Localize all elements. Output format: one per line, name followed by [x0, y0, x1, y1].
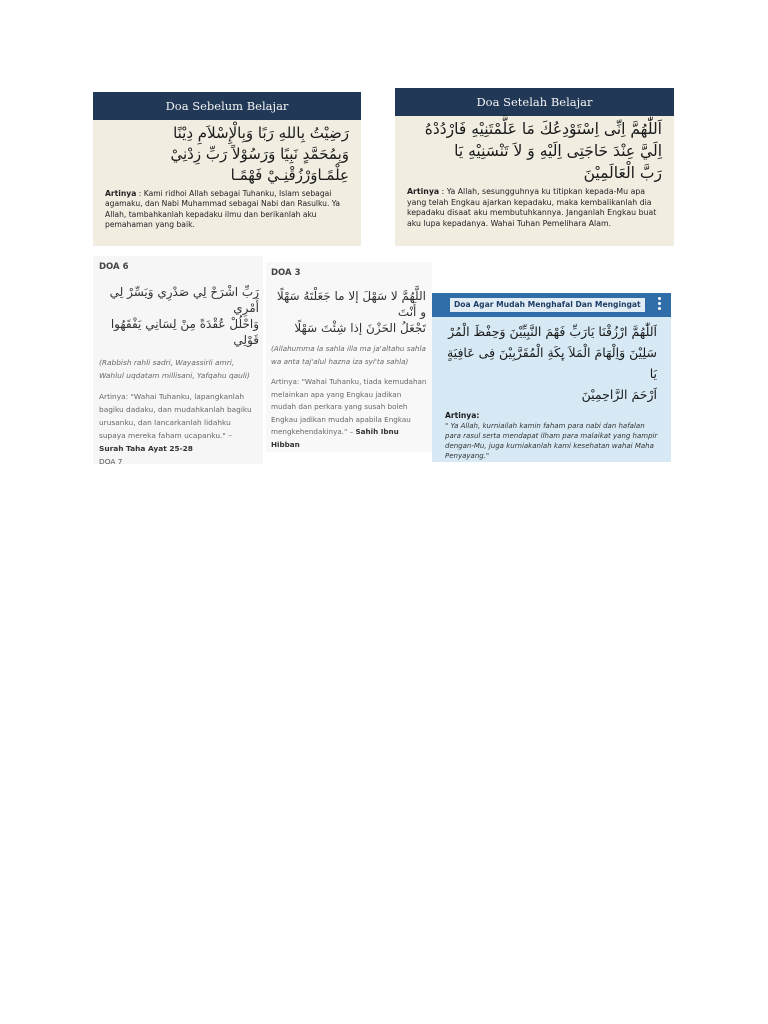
arabic-prayer-text: رَضِيْتُ بِاللهِ رَبًا وَبِالْإِسْلاَمِ دِيْنًا وَبِمُحَمَّدٍ نَبِيًا وَرَسُوْلاً رَبِّ زِدْنِيْ عِلْمًـاوَرْزُقْنِـيْ فَهْمًـا: [170, 124, 349, 184]
more-vertical-icon[interactable]: [658, 297, 662, 312]
artinya-label: Artinya:: [445, 411, 480, 420]
translation-text: [93, 186, 361, 231]
arabic-prayer-text: اَللّٰهُمَّ اِنِّى اِسْتَوْدِعُكَ مَا عَلَّمْتَنِيْهِ فَارْدُدْهُ اِلَيَّ عِنْدَ حَاجَتِى اِلَيْهِ وَ لاَ تَنْسَنِيْهِ يَا رَبَّ الْعَالَمِيْنَ: [424, 120, 662, 182]
arabic-prayer-text: رَبِّ اشْرَحْ لِي صَدْرِي وَيَسِّرْ لِي أَمْرِي وَاحْلُلْ عُقْدَةً مِنْ لِسَانِي يَفْقَهُوا قَوْلِي: [109, 285, 259, 347]
artinya-body: Artinya: "Wahai Tuhanku, tiada kemudahan melainkan apa yang Engkau jadikan mudah dan perkara yang susah boleh Engkau jadikan mudah apabila Engkau mengkehendakinya." –: [271, 377, 427, 436]
transliteration-text: (Rabbish rahli sadri, Wayassirli amri, Wahlul uqdatam millisani, Yafqahu qauli): [99, 358, 250, 380]
card-title: DOA 6: [99, 262, 129, 272]
next-item-title: DOA 7: [99, 457, 123, 466]
artinya-body: : Kami ridhoi Allah sebagai Tuhanku, Islam sebagai agamaku, dan Nabi Muhammad sebagai Nabi dan Rasulku. Ya Allah, tambahkanlah kepadaku ilmu dan berikanlah aku pemahaman yang baik.: [105, 189, 341, 230]
artinya-body: : Ya Allah, sesungguhnya ku titipkan kepada-Mu apa yang telah Engkau ajarkan kepadaku, maka kembalikanlah dia kepadaku disaat aku membutuhkannya. Janganlah Engkau buat aku lupa kepadanya. Wahai Tuhan Pemelihara Alam.: [407, 187, 657, 228]
transliteration-text: (Allahumma la sahla illa ma ja'altahu sahla wa anta taj'alul hazna iza syi'ta sahla): [271, 344, 426, 366]
translation-text: [395, 184, 674, 229]
doa-setelah-belajar-card: [395, 88, 674, 246]
arabic-prayer-text: اللَّهُمَّ لا سَهْلَ إلا ما جَعَلْتَهُ سَهْلًا و أَنْتَ تَجْعَلُ الحَزْنَ إذا شِئْتَ سَهْلًا: [276, 289, 426, 335]
translation-text: " Ya Allah, kurniailah kamin faham para nabi dan hafalan para rasul serta mendapat ilham para malaikat yang hampir dengan-Mu, juga kurniakanlah kami kesehatan wahai Maha Penyayang.": [445, 422, 658, 460]
artinya-label: Artinya: [105, 189, 137, 198]
card-title: Doa Agar Mudah Menghafal Dan Mengingat: [450, 298, 645, 312]
card-title: DOA 3: [271, 268, 301, 278]
card-title: Doa Setelah Belajar: [395, 88, 674, 116]
arabic-prayer-text: اَللّٰهُمَّ ارْزُقْنَا يَارَبِّ فَهْمَ النَّبِيِّيْنَ وَحِفْظَ الْمُرْ سَلِيْنَ وَاِلْهَامَ الْمَلاَ ىِٕكَةِ الْمُقَرَّبِيْنَ فِى عَافِيَةٍ يَا اَرْحَمَ الرَّاحِمِيْنَ: [446, 324, 657, 402]
source-reference: Sahih Ibnu Hibban: [271, 427, 399, 449]
source-reference: Surah Taha Ayat 25-28: [99, 444, 193, 453]
artinya-label: Artinya: [407, 187, 440, 196]
doa-sebelum-belajar-card: [93, 92, 361, 246]
translation-text: [266, 368, 432, 451]
card-title: Doa Sebelum Belajar: [93, 92, 361, 120]
doa-6-card: [93, 256, 263, 464]
doa-menghafal-card: [432, 293, 671, 462]
card-header-bar: [432, 293, 671, 317]
translation-text: [93, 382, 263, 455]
artinya-body: Artinya: "Wahai Tuhanku, lapangkanlah bagiku dadaku, dan mudahkanlah bagiku urusanku, dan lancarkanlah lidahku supaya mereka faham ucapanku." –: [99, 392, 252, 440]
doa-3-card: [266, 262, 432, 452]
